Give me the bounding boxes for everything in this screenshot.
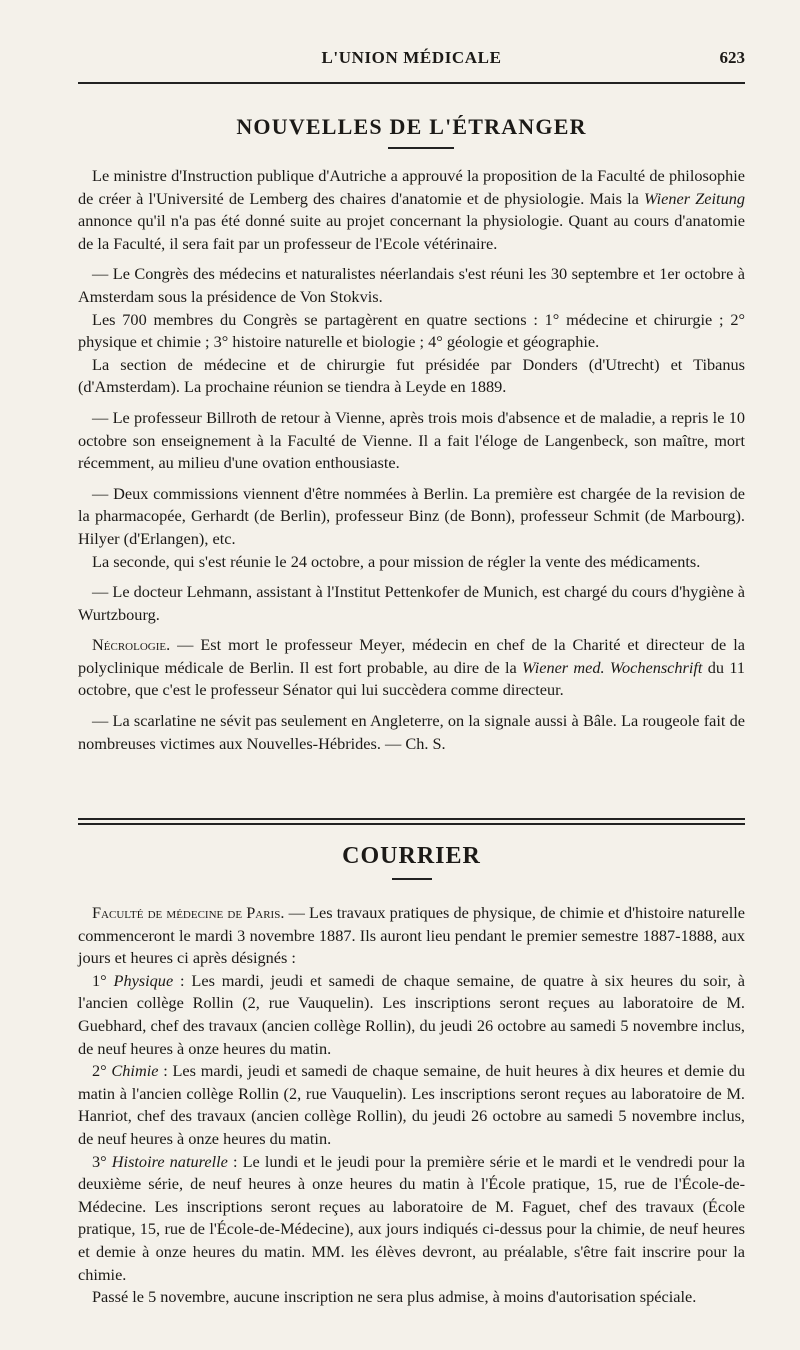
paragraph (78, 1151, 745, 1287)
paragraph-text: Passé le 5 novembre, aucune inscription ne sera plus admise, à moins d'autorisation spéciale. (92, 1287, 697, 1307)
paragraph-text: 1° (92, 970, 114, 990)
paragraph-text: 2° (92, 1061, 112, 1081)
emphasis-text: Physique (113, 970, 174, 990)
section-divider-bottom (78, 823, 745, 825)
paragraph (78, 710, 745, 755)
section-divider-top (78, 818, 745, 820)
paragraph-text: : Le lundi et le jeudi pour la première série et le mardi et le vendredi pour la deuxième série, de neuf heures à onze heures du matin à l'École pratique, 15, rue de l'École-de-Médecine. Les inscriptions seront reçues au laboratoire de M. Faguet, chef des travaux (École pratique, 15, rue de l'École-de-Médecine), aux jours indiqués ci-dessus pour la chimie, de neuf heures et demie à onze heures du matin. MM. les élèves devront, au préalable, s'être fait inscrire pour la chimie. (78, 1151, 745, 1284)
header-rule (78, 82, 745, 84)
paragraph-text: annonce qu'il n'a pas été donné suite au projet concernant la physiologie. Quant au cours d'anatomie de la Faculté, il sera fait par un professeur de l'Ecole vétérinaire. (78, 211, 745, 253)
paragraph-text: — Les travaux pratiques de physique, de chimie et d'histoire naturelle commenceront le mardi 3 novembre 1887. Ils auront lieu pendant le premier semestre 1887-1888, aux jours et heures ci après désignés : (78, 903, 745, 968)
paragraph-text: — Le Congrès des médecins et naturalistes néerlandais s'est réuni les 30 septembre et 1er octobre à Amsterdam sous la présidence de Von Stokvis. (78, 264, 745, 306)
section-body-nouvelles (78, 165, 745, 755)
paragraph-text: — Est mort le professeur Meyer, médecin en chef de la Charité et directeur de la polyclinique médicale de Berlin. Il est fort probable, au dire de la (78, 635, 745, 677)
paragraph-text: La seconde, qui s'est réunie le 24 octobre, a pour mission de régler la vente des médicaments. (92, 551, 701, 571)
paragraph-text: — Le docteur Lehmann, assistant à l'Institut Pettenkofer de Munich, est chargé du cours d'hygiène à Wurtzbourg. (78, 582, 745, 624)
title-underline (388, 147, 454, 149)
paragraph-text: — La scarlatine ne sévit pas seulement en Angleterre, on la signale aussi à Bâle. La rougeole fait de nombreuses victimes aux Nouvelles-Hébrides. — Ch. S. (78, 711, 745, 753)
page-number: 623 (719, 48, 745, 67)
page-header (78, 48, 745, 78)
paragraph (78, 483, 745, 551)
title-underline (392, 878, 432, 880)
paragraph-text: : Les mardi, jeudi et samedi de chaque semaine, de quatre à six heures du soir, à l'ancien collège Rollin (2, rue Vauquelin). Les inscriptions seront reçues au laboratoire de M. Guebhard, chef des travaux (ancien collège Rollin), du jeudi 26 octobre au samedi 5 novembre inclus, de neuf heures à onze heures du matin. (78, 970, 745, 1058)
paragraph-text: Les 700 membres du Congrès se partagèrent en quatre sections : 1° médecine et chirurgie ; 2° physique et chimie ; 3° histoire naturelle et biologie ; 4° géologie et géographie. (78, 309, 745, 352)
paragraph (78, 263, 745, 308)
paragraph (78, 165, 745, 255)
section-title-courrier: COURRIER (342, 843, 481, 869)
paragraph (78, 354, 745, 399)
emphasis-text: Chimie (111, 1061, 159, 1081)
paragraph (78, 407, 745, 475)
section-body-courrier (78, 902, 745, 1309)
paragraph-text: — Le professeur Billroth de retour à Vienne, après trois mois d'absence et de maladie, a repris le 10 octobre son enseignement à la Faculté de Vienne. Il a fait l'éloge de Langenbeck, son maître, mort récemment, au milieu d'une ovation enthousiaste. (78, 407, 745, 473)
emphasis-text: Histoire naturelle (111, 1151, 228, 1171)
paragraph-text: : Les mardi, jeudi et samedi de chaque semaine, de huit heures à dix heures et demie du matin à l'ancien collège Rollin (2, rue Vauquelin). Les inscriptions seront reçues au laboratoire de M. Hanriot, chef des travaux (ancien collège Rollin), du jeudi 26 octobre au samedi 5 novembre inclus, de neuf heures à onze heures du matin. (78, 1061, 745, 1148)
paragraph (78, 634, 745, 702)
paragraph-text: du 11 octobre, que c'est le professeur Sénator qui lui succèdera comme directeur. (78, 657, 745, 700)
paragraph-text: — Deux commissions viennent d'être nommées à Berlin. La première est chargée de la revision de la pharmacopée, Gerhardt (de Berlin), professeur Binz (de Bonn), professeur Schmit (de Marbourg). Hilyer (d'Erlangen), etc. (78, 483, 745, 548)
paragraph-text: La section de médecine et de chirurgie fut présidée par Donders (d'Utrecht) et Tibanus (d'Amsterdam). La prochaine réunion se tiendra à Leyde en 1889. (78, 354, 745, 397)
paragraph (78, 551, 745, 574)
paragraph (78, 902, 745, 970)
paragraph-text: Le ministre d'Instruction publique d'Autriche a approuvé la proposition de la Faculté de philosophie de créer à l'Université de Lemberg des chaires d'anatomie et de physiologie. Mais la (78, 166, 745, 208)
paragraph (78, 581, 745, 626)
paragraph (78, 1060, 745, 1150)
running-title: L'UNION MÉDICALE (321, 48, 502, 67)
emphasis-text: Wiener Zeitung (644, 188, 745, 208)
paragraph (78, 1286, 745, 1309)
section-title-nouvelles: NOUVELLES DE L'ÉTRANGER (236, 114, 587, 139)
paragraph (78, 970, 745, 1060)
rubric-label: Nécrologie. (92, 635, 171, 655)
emphasis-text: Wiener med. Wochenschrift (522, 657, 703, 677)
paragraph (78, 309, 745, 354)
rubric-label: Faculté de médecine de Paris. (92, 903, 285, 922)
paragraph-text: 3° (92, 1151, 112, 1171)
